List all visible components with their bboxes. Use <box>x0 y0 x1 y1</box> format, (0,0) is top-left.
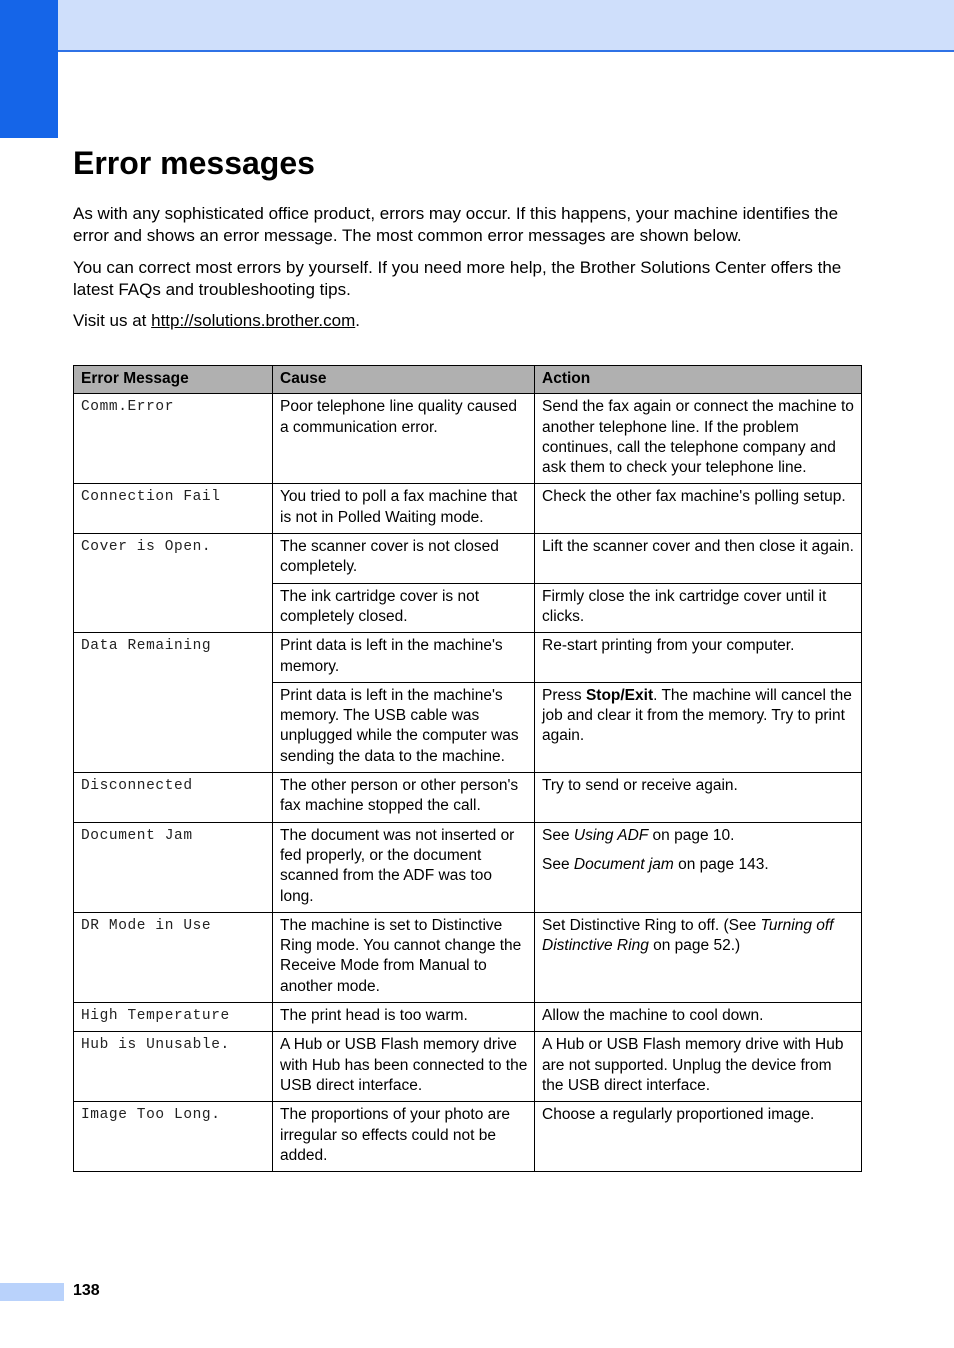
error-message-cell: Hub is Unusable. <box>74 1032 273 1102</box>
table-header-row <box>74 366 862 394</box>
chapter-tab <box>0 0 58 138</box>
error-message-cell: Connection Fail <box>74 484 273 534</box>
reference-post: on page 52.) <box>648 937 741 955</box>
cause-cell: Print data is left in the machine's memory. <box>273 633 535 683</box>
error-message-cell: Comm.Error <box>74 394 273 484</box>
header-band <box>0 0 954 52</box>
cause-cell: The document was not inserted or fed properly, or the document scanned from the ADF was too long. <box>273 822 535 912</box>
cause-cell: Poor telephone line quality caused a communication error. <box>273 394 535 484</box>
error-message-cell: Cover is Open. <box>74 534 273 633</box>
header-error-message: Error Message <box>74 366 273 394</box>
action-text: Firmly close the ink cartridge cover until it clicks. <box>542 587 827 625</box>
page-number-band <box>0 1283 64 1301</box>
action-text: Check the other fax machine's polling setup. <box>542 488 846 506</box>
action-cell <box>535 583 862 633</box>
error-message-cell: Document Jam <box>74 822 273 912</box>
error-table-body <box>74 394 862 1172</box>
intro-paragraph-2: You can correct most errors by yourself. If you need more help, the Brother Solutions Center offers the latest FAQs and troubleshooting tips. <box>73 258 842 299</box>
reference-title: Document jam <box>573 855 674 873</box>
table-row <box>74 534 862 584</box>
reference-title: Turning off Distinctive Ring <box>542 916 834 955</box>
reference-pre: Set Distinctive Ring to off. (See <box>542 916 761 934</box>
header-action: Action <box>535 366 862 394</box>
visit-prefix: Visit us at <box>73 311 152 330</box>
visit-line <box>73 310 873 332</box>
cause-cell: The scanner cover is not closed completely. <box>273 534 535 584</box>
action-cell <box>535 773 862 823</box>
cause-cell: Print data is left in the machine's memory. The USB cable was unplugged while the computer was sending the data to the machine. <box>273 682 535 772</box>
action-cell <box>535 394 862 484</box>
action-reference <box>542 916 855 957</box>
header-cause: Cause <box>273 366 535 394</box>
error-message-cell: Image Too Long. <box>74 1102 273 1172</box>
action-text: Try to send or receive again. <box>542 777 738 795</box>
table-row <box>74 1003 862 1032</box>
action-cell <box>535 633 862 683</box>
action-cell <box>535 822 862 912</box>
action-cell <box>535 912 862 1002</box>
action-text: Allow the machine to cool down. <box>542 1007 764 1025</box>
cause-cell: The other person or other person's fax machine stopped the call. <box>273 773 535 823</box>
error-message-cell: Disconnected <box>74 773 273 823</box>
intro-paragraph-1: As with any sophisticated office product, errors may occur. If this happens, your machine identifies the error and shows an error message. The most common error messages are shown below. <box>73 204 839 245</box>
reference-pre: See <box>542 826 574 844</box>
page-title: Error messages <box>73 145 315 181</box>
action-text: Re-start printing from your computer. <box>542 637 795 655</box>
reference-title: Using ADF <box>573 826 649 844</box>
action-text: Send the fax again or connect the machine to another telephone line. If the problem continues, call the telephone company and ask them to check your telephone line. <box>542 398 854 477</box>
reference-pre: See <box>542 855 574 873</box>
table-row <box>74 773 862 823</box>
cause-cell: The proportions of your photo are irregular so effects could not be added. <box>273 1102 535 1172</box>
reference-post: on page 10. <box>648 826 735 844</box>
action-reference <box>542 855 855 875</box>
action-text-pre: Press <box>542 686 586 704</box>
stop-exit-key-label: Stop/Exit <box>585 686 654 704</box>
action-text: Choose a regularly proportioned image. <box>542 1106 815 1124</box>
error-message-cell: Data Remaining <box>74 633 273 773</box>
table-row <box>74 1032 862 1102</box>
action-cell <box>535 1032 862 1102</box>
action-text: Lift the scanner cover and then close it again. <box>542 538 854 556</box>
action-text <box>542 686 855 747</box>
action-cell <box>535 1102 862 1172</box>
action-cell <box>535 484 862 534</box>
action-text-post: . The machine will cancel the job and clear it from the memory. Try to print again. <box>542 686 852 745</box>
action-reference <box>542 826 855 846</box>
action-cell <box>535 682 862 772</box>
error-message-cell: DR Mode in Use <box>74 912 273 1002</box>
solutions-link[interactable]: http://solutions.brother.com <box>151 311 356 330</box>
error-table <box>73 365 862 1172</box>
action-cell <box>535 1003 862 1032</box>
page-number: 138 <box>73 1282 100 1299</box>
action-cell <box>535 534 862 584</box>
cause-cell: The print head is too warm. <box>273 1003 535 1032</box>
table-row <box>74 1102 862 1172</box>
error-message-cell: High Temperature <box>74 1003 273 1032</box>
cause-cell: The machine is set to Distinctive Ring mode. You cannot change the Receive Mode from Manual to another mode. <box>273 912 535 1002</box>
table-row <box>74 633 862 683</box>
reference-post: on page 143. <box>673 855 769 873</box>
visit-suffix: . <box>355 311 360 330</box>
action-text: A Hub or USB Flash memory drive with Hub are not supported. Unplug the device from the USB direct interface. <box>542 1036 844 1094</box>
cause-cell: You tried to poll a fax machine that is not in Polled Waiting mode. <box>273 484 535 534</box>
table-row <box>74 484 862 534</box>
table-row <box>74 394 862 484</box>
table-row <box>74 912 862 1002</box>
cause-cell: The ink cartridge cover is not completely closed. <box>273 583 535 633</box>
table-row <box>74 822 862 912</box>
cause-cell: A Hub or USB Flash memory drive with Hub has been connected to the USB direct interface. <box>273 1032 535 1102</box>
